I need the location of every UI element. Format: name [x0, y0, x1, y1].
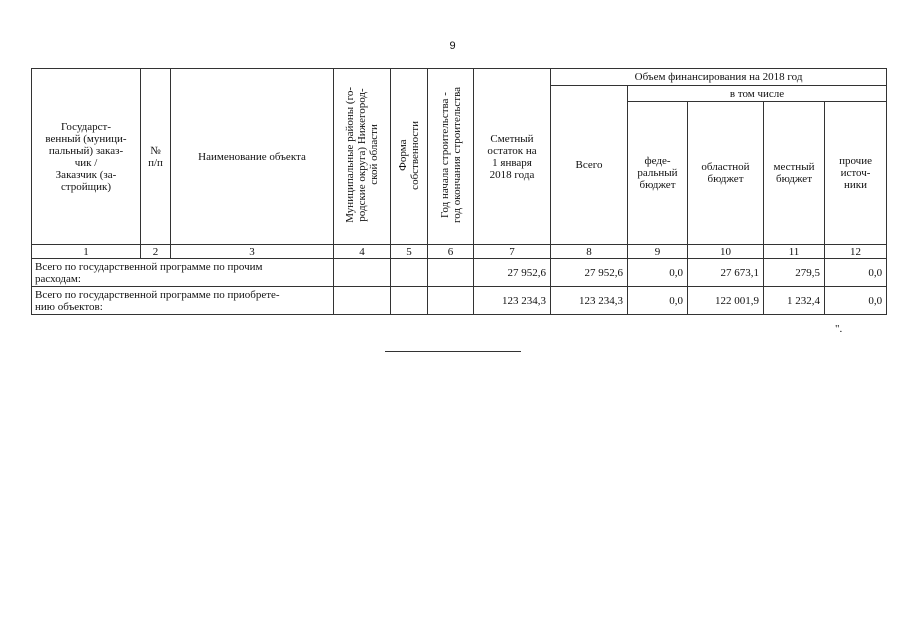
empty-cell	[391, 259, 428, 287]
column-number: 10	[688, 245, 764, 259]
cell-local: 279,5	[764, 259, 825, 287]
row-label: Всего по государственной программе по приобрете- нию объектов:	[32, 287, 334, 315]
row-label: Всего по государственной программе по прочим расходам:	[32, 259, 334, 287]
header-ownership	[391, 69, 428, 245]
column-number: 1	[32, 245, 141, 259]
column-number: 3	[171, 245, 334, 259]
column-number: 12	[825, 245, 887, 259]
empty-cell	[334, 259, 391, 287]
empty-cell	[428, 287, 474, 315]
cell-other: 0,0	[825, 259, 887, 287]
header-federal: феде- ральный бюджет	[628, 102, 688, 245]
cell-total: 27 952,6	[551, 259, 628, 287]
header-object-name: Наименование объекта	[171, 69, 334, 245]
header-years	[428, 69, 474, 245]
table-row	[32, 259, 887, 287]
column-number: 6	[428, 245, 474, 259]
header-number: № п/п	[141, 69, 171, 245]
column-number: 8	[551, 245, 628, 259]
cell-regional: 27 673,1	[688, 259, 764, 287]
separator-line	[385, 351, 521, 352]
table-row	[32, 287, 887, 315]
page-number: 9	[449, 40, 456, 52]
header-including: в том числе	[628, 86, 887, 102]
cell-other: 0,0	[825, 287, 887, 315]
header-local: местный бюджет	[764, 102, 825, 245]
column-number: 4	[334, 245, 391, 259]
cell-estimate: 27 952,6	[474, 259, 551, 287]
empty-cell	[428, 259, 474, 287]
empty-cell	[391, 287, 428, 315]
header-customer: Государст- венный (муници- пальный) заказ- чик / Заказчик (за- стройщик)	[32, 69, 141, 245]
header-estimate: Сметный остаток на 1 января 2018 года	[474, 69, 551, 245]
column-number-row	[32, 245, 887, 259]
header-total: Всего	[551, 86, 628, 245]
header-financing: Объем финансирования на 2018 год	[551, 69, 887, 86]
header-other: прочие источ- ники	[825, 102, 887, 245]
header-ownership-label: Форма собственности	[397, 120, 421, 190]
column-number: 9	[628, 245, 688, 259]
column-number: 11	[764, 245, 825, 259]
header-districts	[334, 69, 391, 245]
closing-quote: ".	[835, 323, 843, 335]
column-number: 7	[474, 245, 551, 259]
cell-local: 1 232,4	[764, 287, 825, 315]
cell-federal: 0,0	[628, 287, 688, 315]
column-number: 2	[141, 245, 171, 259]
cell-total: 123 234,3	[551, 287, 628, 315]
empty-cell	[334, 287, 391, 315]
cell-regional: 122 001,9	[688, 287, 764, 315]
header-districts-label: Муниципальные районы (го- родские округа) Нижегород- ской области	[344, 87, 380, 223]
header-years-label: Год начала строительства - год окончания строительства	[438, 87, 463, 223]
financing-table	[31, 68, 887, 315]
cell-federal: 0,0	[628, 259, 688, 287]
column-number: 5	[391, 245, 428, 259]
header-regional: областной бюджет	[688, 102, 764, 245]
cell-estimate: 123 234,3	[474, 287, 551, 315]
